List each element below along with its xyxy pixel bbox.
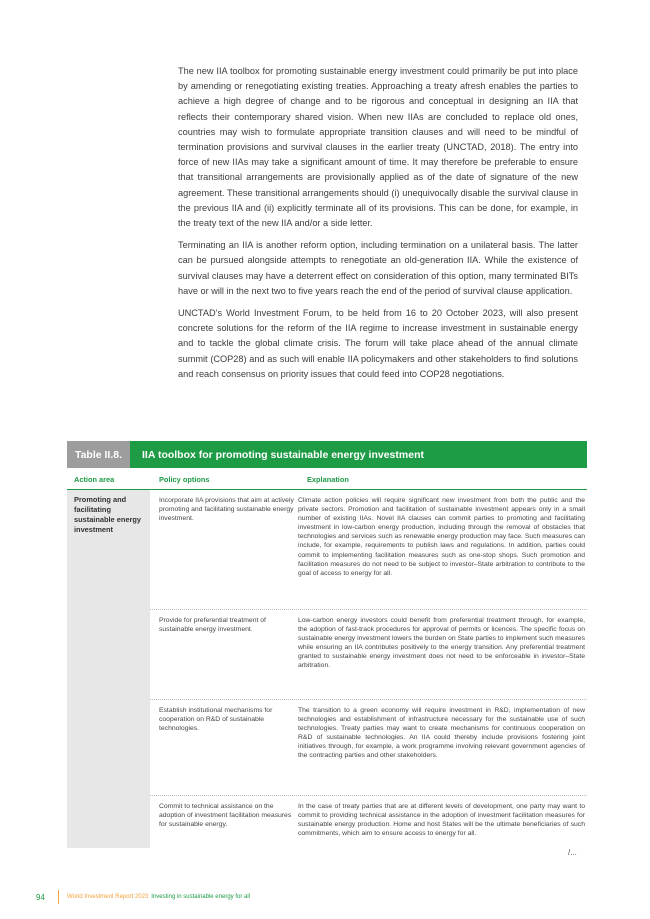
policy-option: Provide for preferential treatment of sustainable energy investment. bbox=[159, 617, 266, 634]
action-area-cell: Promoting and facilitating sustainable energy investment bbox=[67, 490, 150, 848]
policy-option: Establish institutional mechanisms for cooperation on R&D of sustainable technologies. bbox=[159, 707, 273, 733]
table-number: Table II.8. bbox=[67, 441, 130, 468]
table-body bbox=[67, 490, 587, 868]
body-text bbox=[178, 64, 578, 389]
table-row bbox=[150, 610, 587, 700]
explanation: The transition to a green economy will require investment in R&D, implementation of new technologies and establishment of infrastructure necessary for the sustainable use of such technologies. Treaty parties may want to create mechanisms for continuous cooperation on R&D of sustainable technologies. An IIA could thereby include provisions fostering joint initiatives through, for example, a work programme involving relevant government agencies of the contracting parties and other stakeholders. bbox=[298, 707, 585, 760]
paragraph: The new IIA toolbox for promoting sustainable energy investment could primarily be put into place by amending or renegotiating existing treaties. Approaching a treaty afresh enables the parties to achieve a high degree of change and to be rigorous and conceptual in designing an IIA that reflects their contemporary shared vision. When new IIAs are concluded to replace old ones, countries may wish to formulate appropriate transition clauses and will need to be mindful of termination provisions and survival clauses in the earlier treaty (UNCTAD, 2018). The entry into force of new IIAs may take a significant amount of time. It may therefore be preferable to ensure that transitional arrangements are provisionally applied as of the date of signature of the new agreement. These transitional arrangements should (i) unequivocally disable the survival clause in the previous IIA and (ii) explicitly terminate all of its provisions. This can be done, for example, in the treaty text of the new IIA and/or a side letter. bbox=[178, 66, 578, 229]
table-row bbox=[150, 700, 587, 796]
footer-chapter-title: Investing in sustainable energy for all bbox=[151, 894, 250, 900]
table-rows bbox=[150, 490, 587, 868]
column-header-policy-options: Policy options bbox=[159, 474, 210, 484]
column-header-explanation: Explanation bbox=[307, 474, 349, 484]
table-header bbox=[67, 441, 587, 468]
page-footer bbox=[36, 890, 250, 904]
explanation: In the case of treaty parties that are at different levels of development, one party may want to commit to providing technical assistance in the adoption of investment facilitation measures for sustainable energy production. Home and host States will be the ultimate beneficiaries of such commitments, which aim to ensure access to energy for all. bbox=[298, 803, 585, 838]
footer-divider bbox=[58, 890, 59, 904]
footer-report-title: World Investment Report 2023 bbox=[67, 894, 149, 900]
page-number: 94 bbox=[36, 892, 45, 902]
table-continued-marker: /... bbox=[568, 848, 577, 857]
table-column-headers bbox=[67, 469, 587, 490]
paragraph: Terminating an IIA is another reform option, including termination on a unilateral basis. The latter can be pursued alongside attempts to renegotiate an old-generation IIA. While the existence of survival clauses may have a deterrent effect on consideration of this option, many terminated BITs have or will in the next two to five years reach the end of the period of survival clause application. bbox=[178, 240, 578, 296]
table-ii-8 bbox=[67, 441, 587, 868]
table-title: IIA toolbox for promoting sustainable energy investment bbox=[130, 441, 587, 468]
paragraph: UNCTAD’s World Investment Forum, to be held from 16 to 20 October 2023, will also present concrete solutions for the reform of the IIA regime to increase investment in sustainable energy and to tackle the global climate crisis. The forum will take place ahead of the annual climate summit (COP28) and as such will enable IIA policymakers and other stakeholders to find solutions and reach consensus on priority issues that could feed into COP28 negotiations. bbox=[178, 308, 578, 379]
table-row bbox=[150, 490, 587, 610]
column-header-action-area: Action area bbox=[74, 474, 115, 484]
table-row bbox=[150, 796, 587, 868]
explanation: Low-carbon energy investors could benefit from preferential treatment through, for example, the adoption of fast-track procedures for approval of permits or licences. The specific focus on sustainable energy investment lowers the burden on State parties to implement such measures while ensuring an IIA contributes positively to the energy transition. Any preferential treatment granted to sustainable energy investment does not need to be enforceable in investor–State arbitration. bbox=[298, 617, 585, 670]
explanation: Climate action policies will require significant new investment from both the public and the private sectors. Promotion and facilitation of sustainable investment appears only in a small number of existing IIAs. Novel IIA clauses can commit parties to promoting and facilitating investment in low-carbon energy production, including through the removal of obstacles that technologies and services such as renewable energy production may face. Such measures can include, for example, requirements to publish laws and regulations. In addition, parties could commit to implementing facilitation measures such as one-stop shops. Such promotion and facilitation measures do not need to be subject to investor–State arbitration to contribute to the goal of access to energy for all. bbox=[298, 497, 585, 577]
policy-option: Commit to technical assistance on the adoption of investment facilitation measures for sustainable energy. bbox=[159, 803, 292, 829]
policy-option: Incorporate IIA provisions that aim at actively promoting and facilitating sustainable energy investment. bbox=[159, 497, 294, 523]
